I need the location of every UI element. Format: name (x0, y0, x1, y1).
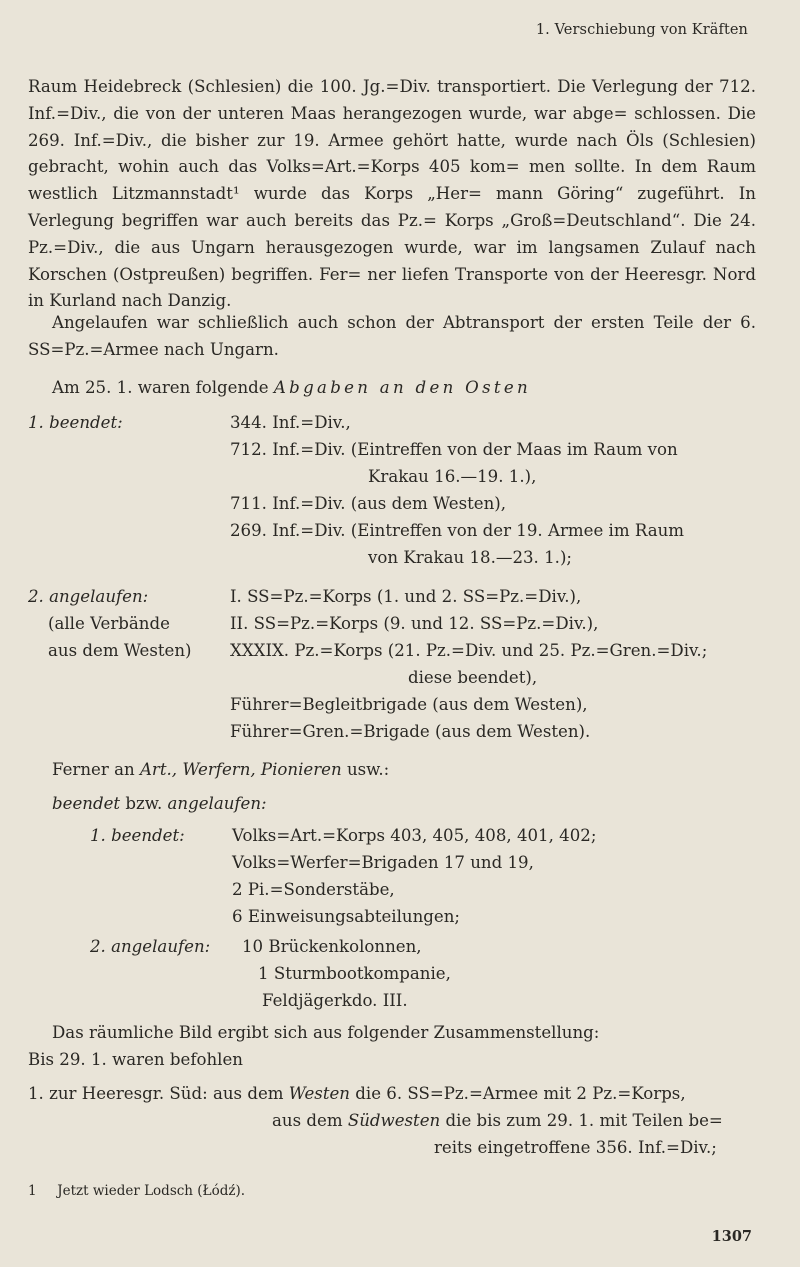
list-line: 712. Inf.=Div. (Eintreffen von der Maas im Raum von (230, 440, 678, 459)
paragraph-abgaben: Am 25. 1. waren folgende Abgaben an den Osten (52, 378, 531, 397)
sublist-line: Volks=Werfer=Brigaden 17 und 19, (232, 853, 534, 872)
list-line: Führer=Gren.=Brigade (aus dem Westen). (230, 722, 591, 741)
paragraph-ferner: Ferner an Art., Werfern, Pionieren usw.: (52, 760, 390, 779)
list-label-angelaufen: 2. angelaufen: (28, 587, 149, 606)
sublist-line: 1 Sturmbootkompanie, (258, 964, 451, 983)
sublist-line: Volks=Art.=Korps 403, 405, 408, 401, 402; (232, 826, 597, 845)
sublist-line: 10 Brückenkolonnen, (242, 937, 422, 956)
summary-item-1-end: reits eingetroffene 356. Inf.=Div.; (434, 1138, 717, 1157)
paragraph-abtransport: Angelaufen war schließlich auch schon der Abtransport der ersten Teile der 6. SS=Pz.=Armee nach Ungarn. (28, 313, 756, 359)
list-line: 711. Inf.=Div. (aus dem Westen), (230, 494, 507, 513)
list-line: 269. Inf.=Div. (Eintreffen von der 19. Armee im Raum (230, 521, 685, 540)
list-line: Krakau 16.—19. 1.), (368, 467, 537, 486)
footnote-mark: 1 (28, 1183, 37, 1199)
footnote (28, 1183, 245, 1199)
list-line: von Krakau 18.—23. 1.); (368, 548, 573, 567)
sublist-line: Feldjägerkdo. III. (262, 991, 408, 1010)
list-line: 344. Inf.=Div., (230, 413, 351, 432)
list-line: XXXIX. Pz.=Korps (21. Pz.=Div. und 25. Pz.=Gren.=Div.; (230, 641, 708, 660)
list-line: II. SS=Pz.=Korps (9. und 12. SS=Pz.=Div.), (230, 614, 599, 633)
list-line: diese beendet), (408, 668, 538, 687)
list-note: aus dem Westen) (48, 641, 192, 660)
sublist-line: 6 Einweisungsabteilungen; (232, 907, 461, 926)
sublist-label-angelaufen: 2. angelaufen: (90, 937, 211, 956)
paragraph-summary: Das räumliche Bild ergibt sich aus folgender Zusammenstellung: (52, 1023, 600, 1042)
paragraph-transport: Raum Heidebreck (Schlesien) die 100. Jg.=Div. transportiert. Die Verlegung der 712. Inf.=Div., die von der unteren Maas herangezogen wurde, war abge= schlossen. Die 269. Inf.=Div., die bisher zur 19. Armee gehört hatte, wurde nach Öls (Schlesien) gebracht, wohin auch das Volks=Art.=Korps 405 kom= men sollte. In dem Raum westlich Litzmannstadt¹ wurde das Korps „Her= mann Göring“ zugeführt. In Verlegung begriffen war auch bereits das Pz.= Korps „Groß=Deutschland“. Die 24. Pz.=Div., die aus Ungarn herausgezogen wurde, war im langsamen Zulauf nach Korschen (Ostpreußen) begriffen. Fer= ner liefen Transporte von der Heeresgr. Nord in Kurland nach Danzig. (28, 77, 756, 311)
sublist-line: 2 Pi.=Sonderstäbe, (232, 880, 395, 899)
list-line: Führer=Begleitbrigade (aus dem Westen), (230, 695, 588, 714)
sublist-label-beendet: 1. beendet: (90, 826, 185, 845)
summary-item-1: 1. zur Heeresgr. Süd: aus dem Westen die 6. SS=Pz.=Armee mit 2 Pz.=Korps, (28, 1084, 686, 1103)
page-number: 1307 (711, 1228, 752, 1245)
summary-bis: Bis 29. 1. waren befohlen (28, 1050, 243, 1069)
summary-item-1-cont: aus dem Südwesten die bis zum 29. 1. mit Teilen be= (272, 1111, 723, 1130)
footnote-text: Jetzt wieder Lodsch (Łódź). (57, 1183, 246, 1199)
list-label-beendet: 1. beendet: (28, 413, 123, 432)
list-line: I. SS=Pz.=Korps (1. und 2. SS=Pz.=Div.), (230, 587, 582, 606)
running-header: 1. Verschiebung von Kräften (535, 22, 748, 38)
ferner-subheading: beendet bzw. angelaufen: (52, 794, 267, 813)
list-note: (alle Verbände (48, 614, 170, 633)
